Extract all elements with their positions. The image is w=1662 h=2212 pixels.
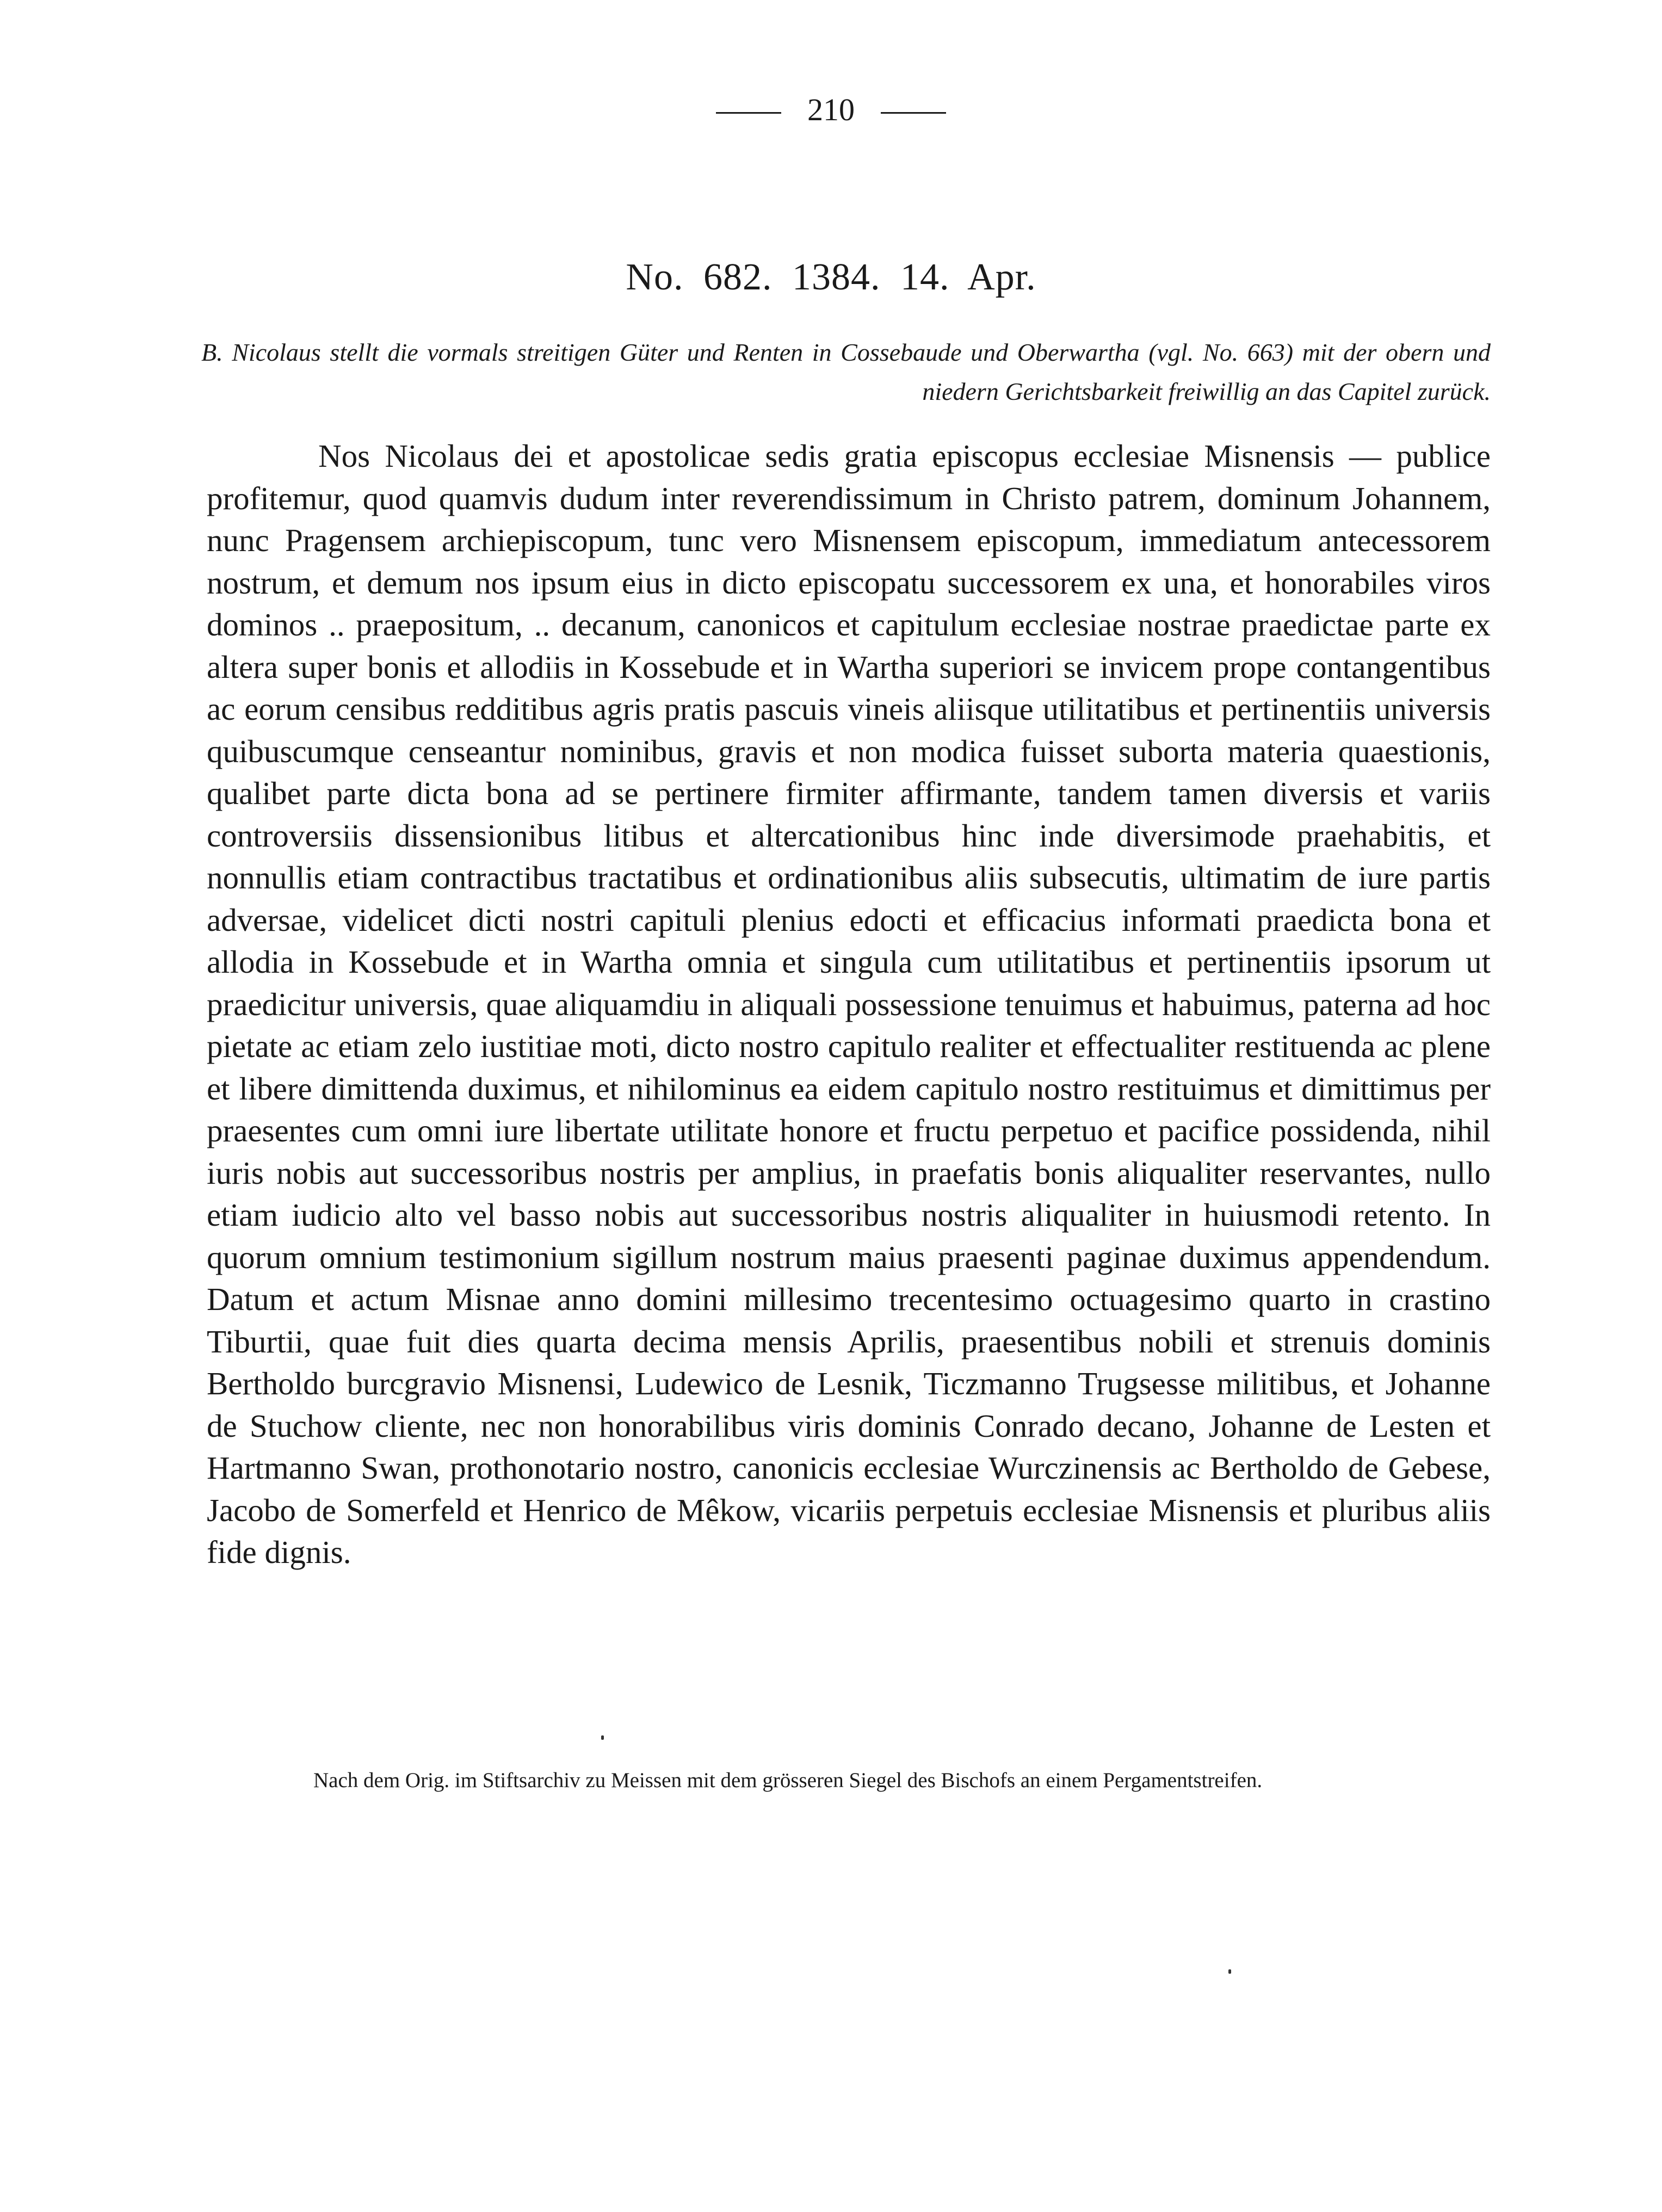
print-speck <box>601 1735 604 1740</box>
header-dash-left <box>716 112 781 114</box>
regest-summary: B. Nicolaus stellt die vormals streitigen Güter und Renten in Cossebaude und Oberwartha (vgl. No. 663) mit der obern und niedern Gerichtsbarkeit freiwillig an das Capitel zurück. <box>201 338 1491 405</box>
header-dash-right <box>881 112 946 114</box>
page-header <box>0 91 1662 128</box>
page-number: 210 <box>807 92 855 127</box>
source-note: Nach dem Orig. im Stiftsarchiv zu Meissen mit dem grösseren Siegel des Bischofs an einem Pergamentstreifen. <box>313 1769 1263 1792</box>
document-title: No. 682. 1384. 14. Apr. <box>626 256 1036 298</box>
print-speck <box>1228 1969 1231 1974</box>
charter-text: Nos Nicolaus dei et apostolicae sedis gratia episcopus ecclesiae Misnensis — publice profitemur, quod quamvis dudum inter reverendissimum in Christo patrem, dominum Johannem, nunc Pragensem archiepiscopum, tunc vero Misnensem episcopum, immediatum antecessorem nostrum, et demum nos ipsum eius in dicto episcopatu successorem ex una, et honorabiles viros dominos .. praepositum, .. decanum, canonicos et capitulum ecclesiae nostrae praedictae parte ex altera super bonis et allodiis in Kossebude et in Wartha superiori se invicem prope contangentibus ac eorum censibus redditibus agris pratis pascuis vineis aliisque utilitatibus et pertinentiis universis quibuscumque censeantur nominibus, gravis et non modica fuisset suborta materia quaestionis, qualibet parte dicta bona ad se pertinere firmiter affirmante, tandem tamen diversis et variis controversiis dissensionibus litibus et altercationibus hinc inde diversimode praehabitis, et nonnullis etiam contractibus tractatibus et ordinationibus aliis subsecutis, ultimatim de iure partis adversae, videlicet dicti nostri capituli plenius edocti et efficacius informati praedicta bona et allodia in Kossebude et in Wartha omnia et singula cum utilitatibus et pertinentiis ipsorum ut praedicitur universis, quae aliquamdiu in aliquali possessione tenuimus et habuimus, paterna ad hoc pietate ac etiam zelo iustitiae moti, dicto nostro capitulo realiter et effectualiter restituenda ac plene et libere dimittenda duximus, et nihilominus ea eidem capitulo nostro restituimus et dimittimus per praesentes cum omni iure libertate utilitate honore et fructu perpetuo et pacifice possidenda, nihil iuris nobis aut successoribus nostris per amplius, in praefatis bonis aliqualiter reservantes, nullo etiam iudicio alto vel basso nobis aut successoribus nostris aliqualiter in huiusmodi retento. In quorum omnium testimonium sigillum nostrum maius praesenti paginae duximus appendendum. Datum et actum Misnae anno domini millesimo trecentesimo octuagesimo quarto in crastino Tiburtii, quae fuit dies quarta decima mensis Aprilis, praesentibus nobili et strenuis dominis Bertholdo burcgravio Misnensi, Ludewico de Lesnik, Ticzmanno Trugsesse militibus, et Johanne de Stuchow cliente, nec non honorabilibus viris dominis Conrado decano, Johanne de Lesten et Hartmanno Swan, prothonotario nostro, canonicis ecclesiae Wurczinensis ac Bertholdo de Gebese, Jacobo de Somerfeld et Henrico de Mêkow, vicariis perpetuis ecclesiae Misnensis et pluribus aliis fide dignis. <box>207 438 1491 1570</box>
